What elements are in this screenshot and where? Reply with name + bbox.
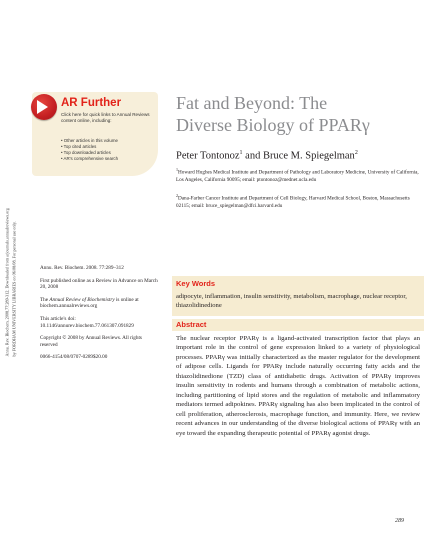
author-name: Bruce M. Spiegelman — [262, 150, 355, 162]
ar-further-links — [61, 138, 118, 162]
affiliation-text: Dana-Farber Cancer Institute and Department of Cell Biology, Harvard Medical School, Boston, Massachusetts 02115; email: bruce_spiegelman@dfci.harvard.edu — [176, 195, 410, 209]
journal-online — [40, 297, 158, 310]
ar-link-top-downloaded[interactable]: • Top downloaded articles — [61, 150, 111, 155]
ar-further-arrow-icon[interactable] — [31, 94, 57, 120]
abstract-heading-background — [172, 319, 424, 331]
author-name: Peter Tontonoz — [176, 150, 240, 162]
affiliation-text: Howard Hughes Medical Institute and Department of Pathology and Laboratory Medicine, University of California, Los Angeles, California 90095; email: ptontonoz@mednet.ucla.edu — [176, 169, 419, 183]
author-affiliation-marker: 2 — [354, 150, 358, 156]
page-number: 289 — [395, 518, 404, 524]
keywords-text: adipocyte, inflammation, insulin sensitivity, metabolism, macrophage, nuclear receptor, thiazolidinedione — [176, 293, 407, 309]
ar-further-description: Click here for quick links to Annual Reviews content online, including: — [61, 112, 150, 123]
keywords-heading: Key Words — [176, 279, 216, 288]
journal-online-post: is online at biochem.annualreviews.org — [40, 296, 139, 310]
journal-online-pre: The — [40, 296, 50, 303]
doi-label: This article's doi: — [40, 315, 76, 322]
ar-link-other-articles[interactable]: • Other articles in this volume — [61, 138, 118, 143]
affiliation-2 — [176, 193, 421, 209]
ar-link-search[interactable]: • AR's comprehensive search — [61, 156, 119, 161]
journal-name: Annual Review of Biochemistry — [49, 296, 115, 303]
download-notice-line: Annu. Rev. Biochem. 2008.77:289-312. Downloaded from arjournals.annualreviews.org — [4, 208, 10, 357]
article-title-line: Fat and Beyond: The — [176, 93, 328, 113]
download-notice — [3, 160, 23, 360]
ar-further-title[interactable]: AR Further — [61, 97, 122, 109]
doi-block — [40, 316, 158, 329]
article-metadata — [40, 265, 158, 367]
ar-further-box[interactable] — [32, 92, 158, 176]
article-title-line: Diverse Biology of PPARγ — [176, 115, 370, 135]
issn: 0066-4154/08/0707-0289$20.00 — [40, 354, 108, 361]
publication-date: First published online as a Review in Advance on March 20, 2008 — [40, 277, 158, 291]
copyright: Copyright © 2008 by Annual Reviews. All rights reserved — [40, 335, 142, 348]
authors — [176, 150, 358, 162]
download-notice-text — [5, 157, 18, 357]
article-title — [176, 92, 426, 136]
affiliation-marker: 1 — [176, 167, 178, 172]
abstract-heading: Abstract — [176, 320, 207, 329]
doi-link[interactable]: 10.1146/annurev.biochem.77.061307.091829 — [40, 322, 134, 329]
author-separator: and — [242, 150, 263, 162]
citation: Annu. Rev. Biochem. 2008. 77:289–312 — [40, 265, 124, 271]
affiliation-1 — [176, 167, 421, 183]
affiliation-marker: 2 — [176, 193, 178, 198]
author-affiliation-marker: 1 — [239, 150, 243, 156]
abstract-text: The nuclear receptor PPARγ is a ligand-activated transcription factor that plays an important role in the control of gene expression linked to a variety of physiological processes. PPARγ was initially characterized as the master regulator for the development of adipose cells. Ligands for PPARγ include naturally occurring fatty acids and the thiazolidinedione (TZD) class of antidiabetic drugs. Activation of PPARγ improves insulin sensitivity in rodents and humans through a combination of metabolic actions, including partitioning of lipid stores and the regulation of metabolic and inflammatory mediators termed adipokines. PPARγ signaling has also been implicated in the control of cell proliferation, atherosclerosis, macrophage function, and immunity. Here, we review recent advances in our understanding of the diverse biological actions of PPARγ with an eye toward the expanding therapeutic potential of PPARγ agonist drugs. — [176, 335, 420, 437]
download-notice-line: by FORDHAM UNIVERSITY LIBRARIES on 06/08/08. For personal use only. — [11, 221, 16, 357]
ar-link-top-cited[interactable]: • Top cited articles — [61, 144, 97, 149]
